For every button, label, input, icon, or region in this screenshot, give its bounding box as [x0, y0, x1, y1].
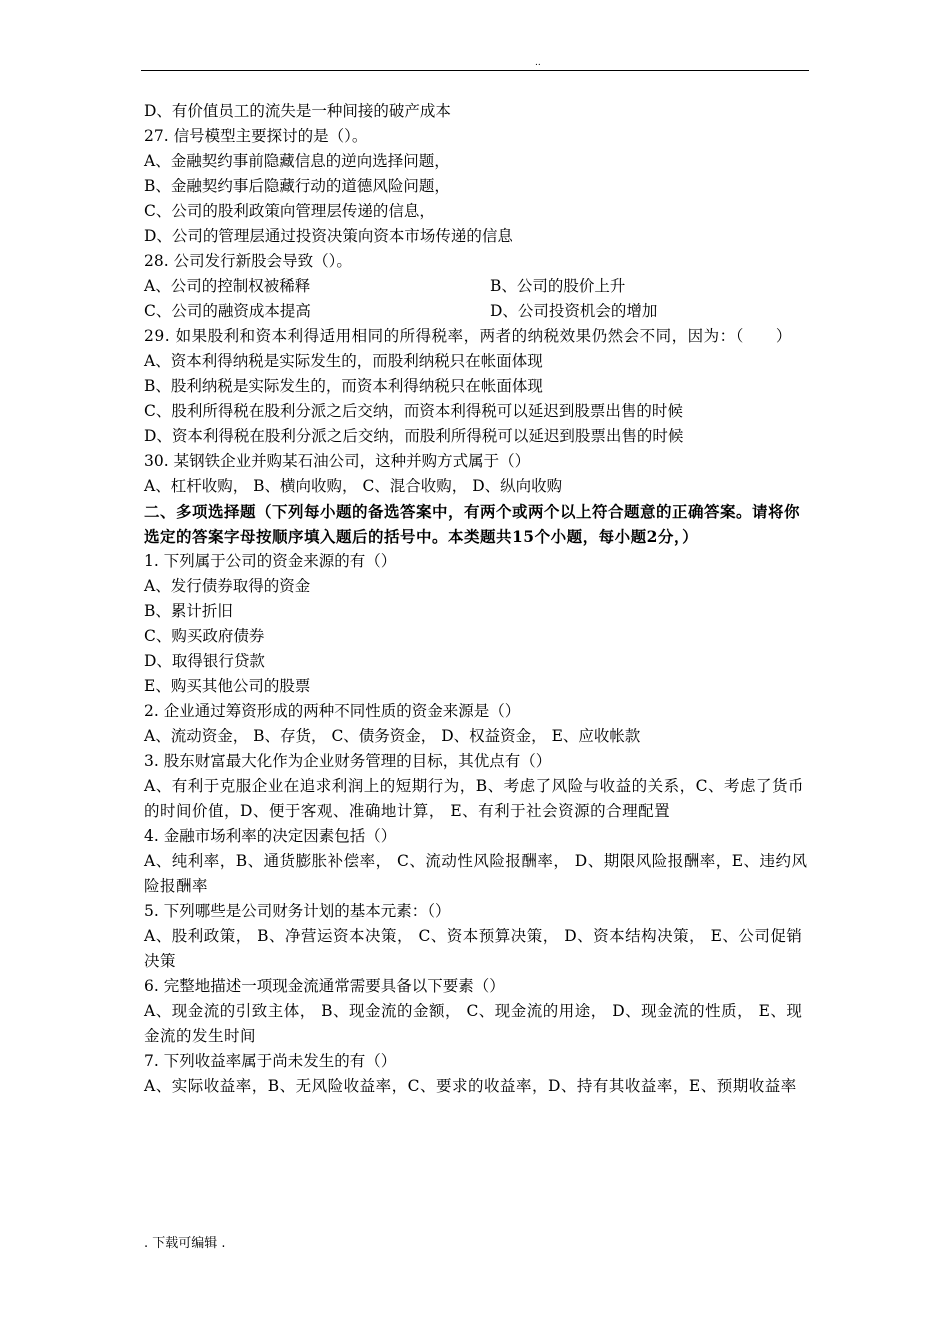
question-28-stem: 28. 公司发行新股会导致（）。 [144, 252, 352, 270]
page-footer: . 下载可编辑 . [144, 1236, 226, 1251]
mq-2-options: A、流动资金， B、存货， C、债务资金， D、权益资金， E、应收帐款 [144, 727, 641, 745]
question-30-stem: 30. 某钢铁企业并购某石油公司，这种并购方式属于（） [144, 452, 531, 470]
text-line: D、有价值员工的流失是一种间接的破产成本 [144, 102, 451, 120]
question-28-option-d: D、公司投资机会的增加 [490, 302, 658, 320]
question-28-option-b: B、公司的股价上升 [490, 277, 626, 295]
document-body [144, 99, 812, 1099]
question-28-option-c: C、公司的融资成本提高 [144, 302, 311, 320]
mq-4-stem: 4. 金融市场利率的决定因素包括（） [144, 827, 397, 845]
question-28-options-row [144, 274, 812, 299]
question-27-option-c: C、公司的股利政策向管理层传递的信息， [144, 202, 435, 220]
mq-1-stem: 1. 下列属于公司的资金来源的有（） [144, 552, 397, 570]
question-28-option-a: A、公司的控制权被稀释 [144, 277, 311, 295]
mq-5-stem: 5. 下列哪些是公司财务计划的基本元素：（） [144, 902, 451, 920]
question-29-stem: 29. 如果股利和资本利得适用相同的所得税率，两者的纳税效果仍然会不同，因为：（ ） [144, 327, 792, 345]
question-27-option-b: B、金融契约事后隐藏行动的道德风险问题， [144, 177, 450, 195]
question-29-option-c: C、股利所得税在股利分派之后交纳，而资本利得税可以延迟到股票出售的时候 [144, 402, 683, 420]
mq-1-option-e: E、购买其他公司的股票 [144, 677, 311, 695]
mq-1-option-d: D、取得银行贷款 [144, 652, 265, 670]
header-mark: .. [535, 58, 541, 68]
question-27-option-d: D、公司的管理层通过投资决策向资本市场传递的信息 [144, 227, 513, 245]
mq-4-options: A、纯利率，B、通货膨胀补偿率， C、流动性风险报酬率， D、期限风险报酬率，E、违约风险报酬率 [144, 852, 808, 895]
question-27-option-a: A、金融契约事前隐藏信息的逆向选择问题， [144, 152, 450, 170]
question-27-stem: 27. 信号模型主要探讨的是（）。 [144, 127, 368, 145]
mq-1-option-a: A、发行债券取得的资金 [144, 577, 311, 595]
mq-1-option-c: C、购买政府债券 [144, 627, 265, 645]
mq-2-stem: 2. 企业通过筹资形成的两种不同性质的资金来源是（） [144, 702, 521, 720]
mq-5-options: A、股利政策， B、净营运资本决策， C、资本预算决策， D、资本结构决策， E、公司促销决策 [144, 927, 803, 970]
question-30-options: A、杠杆收购， B、横向收购， C、混合收购， D、纵向收购 [144, 477, 563, 495]
question-29-option-d: D、资本利得税在股利分派之后交纳，而股利所得税可以延迟到股票出售的时候 [144, 427, 684, 445]
question-28-options-row [144, 299, 812, 324]
section-2-heading: 二、多项选择题（下列每小题的备选答案中，有两个或两个以上符合题意的正确答案。请将你选定的答案字母按顺序填入题后的括号中。本类题共15个小题，每小题2分，） [144, 502, 801, 546]
header-rule [141, 70, 809, 71]
mq-6-stem: 6. 完整地描述一项现金流通常需要具备以下要素（） [144, 977, 505, 995]
mq-3-stem: 3. 股东财富最大化作为企业财务管理的目标，其优点有（） [144, 752, 552, 770]
mq-3-options: A、有利于克服企业在追求利润上的短期行为，B、考虑了风险与收益的关系，C、考虑了货币的时间价值，D、便于客观、准确地计算， E、有利于社会资源的合理配置 [144, 777, 804, 820]
question-29-option-a: A、资本利得纳税是实际发生的，而股利纳税只在帐面体现 [144, 352, 543, 370]
mq-6-options: A、现金流的引致主体， B、现金流的金额， C、现金流的用途， D、现金流的性质， E、现金流的发生时间 [144, 1002, 803, 1045]
mq-7-stem: 7. 下列收益率属于尚未发生的有（） [144, 1052, 397, 1070]
mq-1-option-b: B、累计折旧 [144, 602, 233, 620]
mq-7-options: A、实际收益率，B、无风险收益率，C、要求的收益率，D、持有其收益率，E、预期收益率 [144, 1077, 797, 1095]
question-29-option-b: B、股利纳税是实际发生的，而资本利得纳税只在帐面体现 [144, 377, 543, 395]
